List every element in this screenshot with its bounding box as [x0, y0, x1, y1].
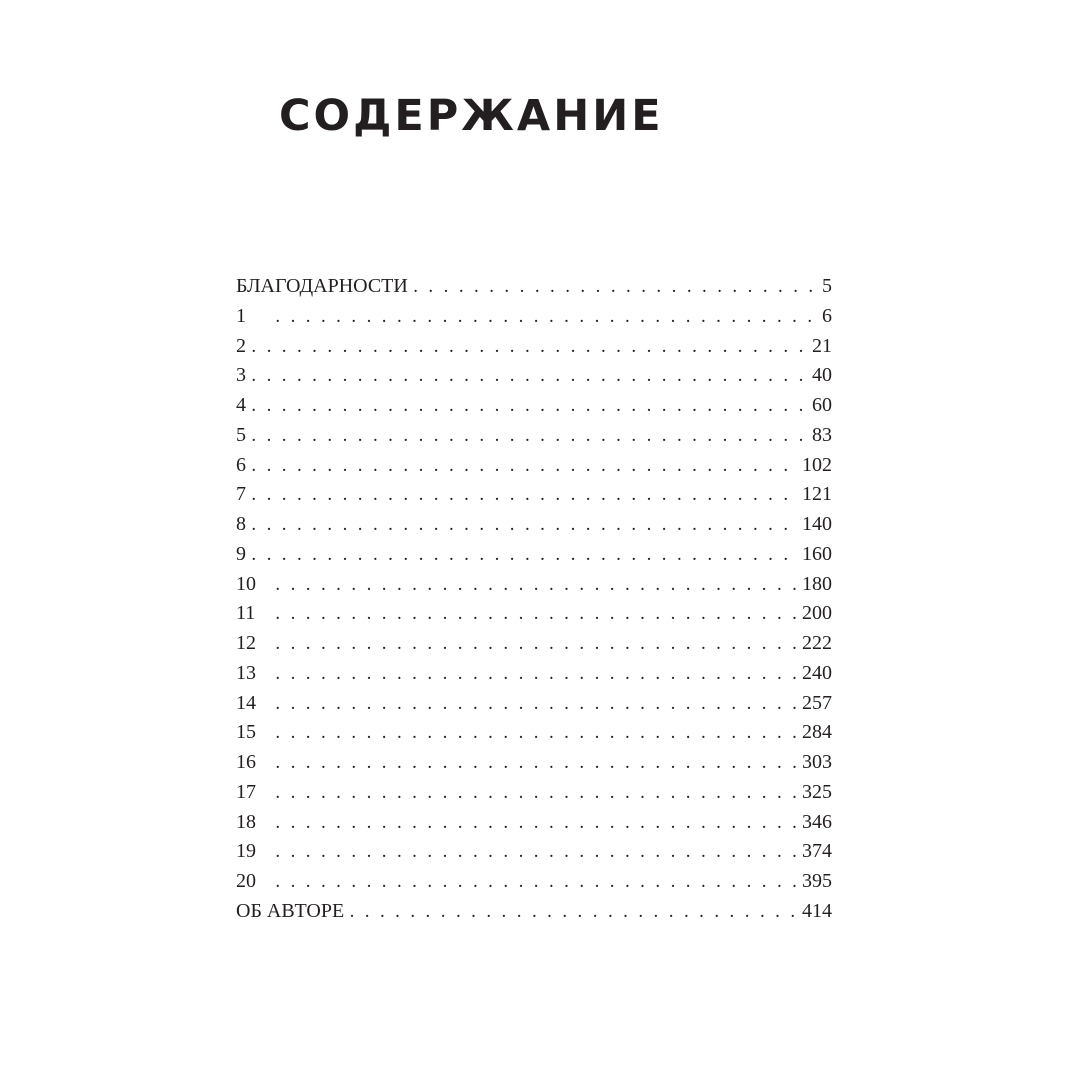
- toc-entry-label: 17: [236, 780, 256, 803]
- toc-entry-chapter[interactable]: [236, 302, 832, 332]
- toc-entry-page-number: 6: [822, 304, 832, 327]
- toc-entry-acknowledgements[interactable]: [236, 272, 832, 302]
- toc-entry-chapter[interactable]: [236, 510, 832, 540]
- dot-leader: [252, 334, 808, 364]
- toc-entry-chapter[interactable]: [236, 451, 832, 481]
- toc-entry-chapter[interactable]: [236, 391, 832, 421]
- toc-entry-label: 14: [236, 691, 256, 714]
- toc-entry-label: 15: [236, 721, 256, 744]
- toc-entry-page-number: 5: [822, 275, 832, 297]
- toc-entry-chapter[interactable]: [236, 659, 832, 689]
- toc-entry-page-number: 160: [802, 542, 832, 565]
- toc-entry-page-number: 284: [802, 721, 832, 744]
- toc-entry-page-number: 180: [802, 572, 832, 595]
- dot-leader: [276, 691, 798, 721]
- toc-entry-page-number: 60: [812, 394, 832, 416]
- toc-entry-page-number: 374: [802, 840, 832, 863]
- toc-entry-label: 6: [236, 453, 246, 476]
- toc-entry-chapter[interactable]: [236, 480, 832, 510]
- toc-entry-page-number: 21: [812, 334, 832, 357]
- toc-entry-label: 19: [236, 840, 256, 863]
- toc-entry-label: 13: [236, 661, 256, 684]
- toc-entry-chapter[interactable]: [236, 778, 832, 808]
- toc-entry-page-number: 102: [802, 453, 832, 476]
- toc-entry-label: 4: [236, 394, 246, 416]
- dot-leader: [252, 542, 798, 572]
- toc-entry-label: 1: [236, 304, 246, 327]
- dot-leader: [276, 780, 798, 810]
- toc-entry-label: 10: [236, 572, 256, 595]
- toc-entry-label: 16: [236, 751, 256, 773]
- toc-entry-page-number: 325: [802, 780, 832, 803]
- dot-leader: [276, 572, 798, 602]
- toc-entry-label: 8: [236, 513, 246, 535]
- dot-leader: [276, 810, 798, 840]
- toc-entry-page-number: 303: [802, 751, 832, 773]
- toc-entry-chapter[interactable]: [236, 599, 832, 629]
- dot-leader: [276, 601, 798, 631]
- toc-entry-page-number: 257: [802, 691, 832, 714]
- toc-entry-page-number: 240: [802, 661, 832, 684]
- toc-entry-chapter[interactable]: [236, 540, 832, 570]
- toc-entry-chapter[interactable]: [236, 689, 832, 719]
- toc-entry-label: 18: [236, 810, 256, 833]
- toc-entry-page-number: 346: [802, 810, 832, 833]
- dot-leader: [276, 750, 798, 780]
- page-title: СОДЕРЖАНИЕ: [279, 91, 664, 141]
- toc-entry-chapter[interactable]: [236, 748, 832, 778]
- toc-entry-chapter[interactable]: [236, 570, 832, 600]
- toc-entry-chapter[interactable]: [236, 361, 832, 391]
- toc-entry-label: 12: [236, 632, 256, 654]
- dot-leader: [276, 839, 798, 869]
- toc-entry-page-number: 414: [802, 899, 832, 922]
- toc-entry-label: БЛАГОДАРНОСТИ: [236, 275, 408, 297]
- toc-entry-page-number: 140: [802, 513, 832, 535]
- toc-entry-about-author[interactable]: [236, 897, 832, 927]
- toc-entry-page-number: 222: [802, 632, 832, 654]
- toc-entry-chapter[interactable]: [236, 837, 832, 867]
- toc-entry-label: 11: [236, 602, 256, 625]
- toc-entry-chapter[interactable]: [236, 629, 832, 659]
- toc-entry-label: 7: [236, 483, 246, 506]
- dot-leader: [276, 304, 818, 334]
- dot-leader: [276, 661, 798, 691]
- dot-leader: [350, 899, 798, 929]
- toc-entry-label: ОБ АВТОРЕ: [236, 899, 345, 922]
- dot-leader: [276, 869, 798, 899]
- table-of-contents: [236, 272, 832, 927]
- dot-leader: [252, 512, 798, 542]
- toc-entry-page-number: 83: [812, 423, 832, 446]
- dot-leader: [252, 453, 798, 483]
- toc-entry-label: 20: [236, 870, 256, 892]
- toc-entry-page-number: 121: [802, 483, 832, 506]
- dot-leader: [414, 274, 818, 304]
- toc-entry-label: 2: [236, 334, 246, 357]
- toc-entry-chapter[interactable]: [236, 421, 832, 451]
- toc-entry-page-number: 40: [812, 364, 832, 387]
- toc-entry-chapter[interactable]: [236, 332, 832, 362]
- toc-entry-label: 9: [236, 542, 246, 565]
- dot-leader: [252, 363, 808, 393]
- dot-leader: [252, 482, 798, 512]
- toc-entry-chapter[interactable]: [236, 718, 832, 748]
- toc-entry-label: 5: [236, 423, 246, 446]
- toc-entry-label: 3: [236, 364, 246, 387]
- toc-entry-chapter[interactable]: [236, 867, 832, 897]
- toc-entry-page-number: 200: [802, 602, 832, 625]
- dot-leader: [252, 423, 808, 453]
- dot-leader: [276, 631, 798, 661]
- toc-entry-page-number: 395: [802, 870, 832, 892]
- toc-entry-chapter[interactable]: [236, 808, 832, 838]
- dot-leader: [276, 720, 798, 750]
- dot-leader: [252, 393, 808, 423]
